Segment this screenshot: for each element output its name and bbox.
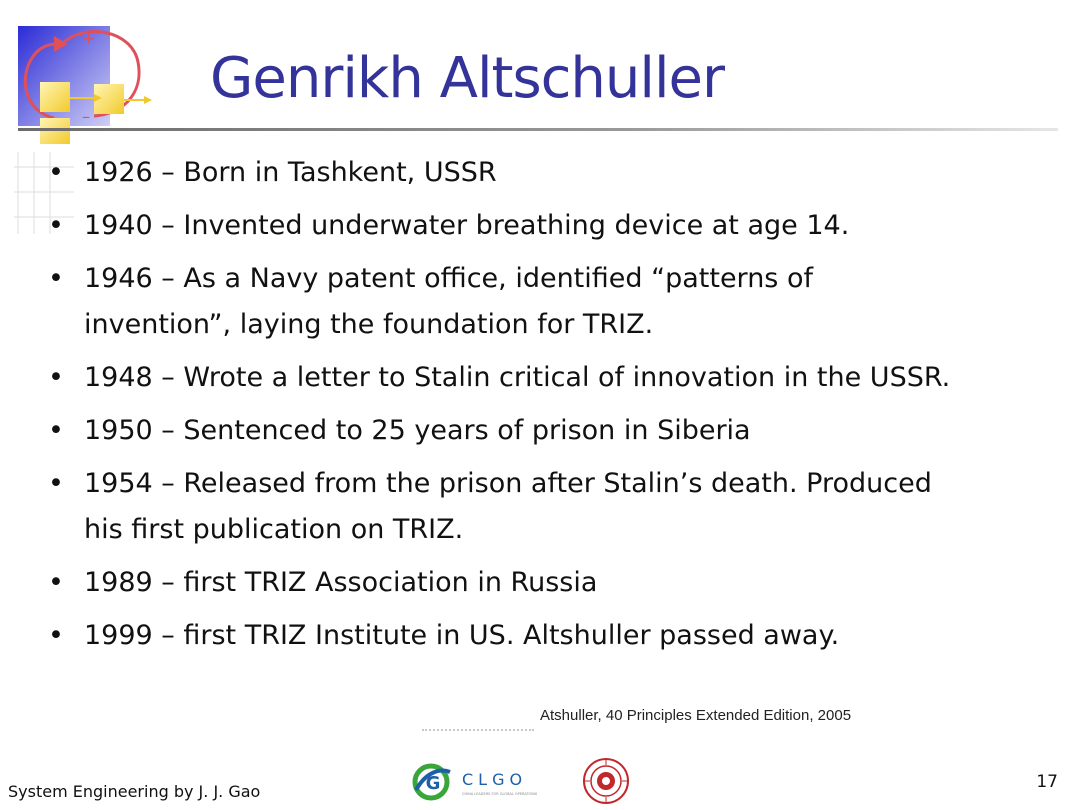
svg-text:+: + (82, 29, 96, 48)
citation: Atshuller, 40 Principles Extended Edition, 2005 (540, 707, 852, 724)
bullet-text: 1954 – Released from the prison after Stalin’s death. Produced his first publication on TRIZ. (84, 468, 932, 545)
list-item (48, 203, 968, 249)
university-seal-icon (582, 757, 630, 805)
bullet-text: 1989 – first TRIZ Association in Russia (84, 567, 598, 598)
faint-underline (422, 729, 534, 734)
page-number: 17 (1036, 772, 1058, 792)
bullet-icon: • (48, 567, 64, 598)
list-item (48, 461, 968, 553)
list-item (48, 408, 968, 454)
bullet-icon: • (48, 263, 64, 294)
bullet-text: 1950 – Sentenced to 25 years of prison in Siberia (84, 415, 751, 446)
bullet-text: 1948 – Wrote a letter to Stalin critical of innovation in the USSR. (84, 362, 951, 393)
bullet-text: 1946 – As a Navy patent office, identified “patterns of invention”, laying the foundation for TRIZ. (84, 263, 813, 340)
list-item (48, 355, 968, 401)
slide-title: Genrikh Altschuller (210, 46, 725, 111)
clgo-logo (410, 760, 550, 804)
bullet-icon: • (48, 362, 64, 393)
svg-text:–: – (82, 107, 90, 126)
clgo-logo-tagline: CHINA LEADERS FOR GLOBAL OPERATIONS (462, 792, 538, 796)
list-item (48, 150, 968, 196)
bullet-text: 1999 – first TRIZ Institute in US. Altshuller passed away. (84, 620, 840, 651)
svg-text:G: G (425, 773, 441, 794)
list-item (48, 256, 968, 348)
bullet-text: 1926 – Born in Tashkent, USSR (84, 157, 497, 188)
bullet-text: 1940 – Invented underwater breathing device at age 14. (84, 210, 850, 241)
bullet-icon: • (48, 620, 64, 651)
list-item (48, 613, 968, 659)
bullet-list (48, 150, 968, 659)
bullet-icon: • (48, 210, 64, 241)
title-divider (18, 128, 1058, 131)
clgo-logo-text: CLGO (462, 770, 528, 789)
footer-author: System Engineering by J. J. Gao (8, 782, 261, 801)
bullet-icon: • (48, 468, 64, 499)
bullet-icon: • (48, 157, 64, 188)
list-item (48, 560, 968, 606)
bullet-icon: • (48, 415, 64, 446)
